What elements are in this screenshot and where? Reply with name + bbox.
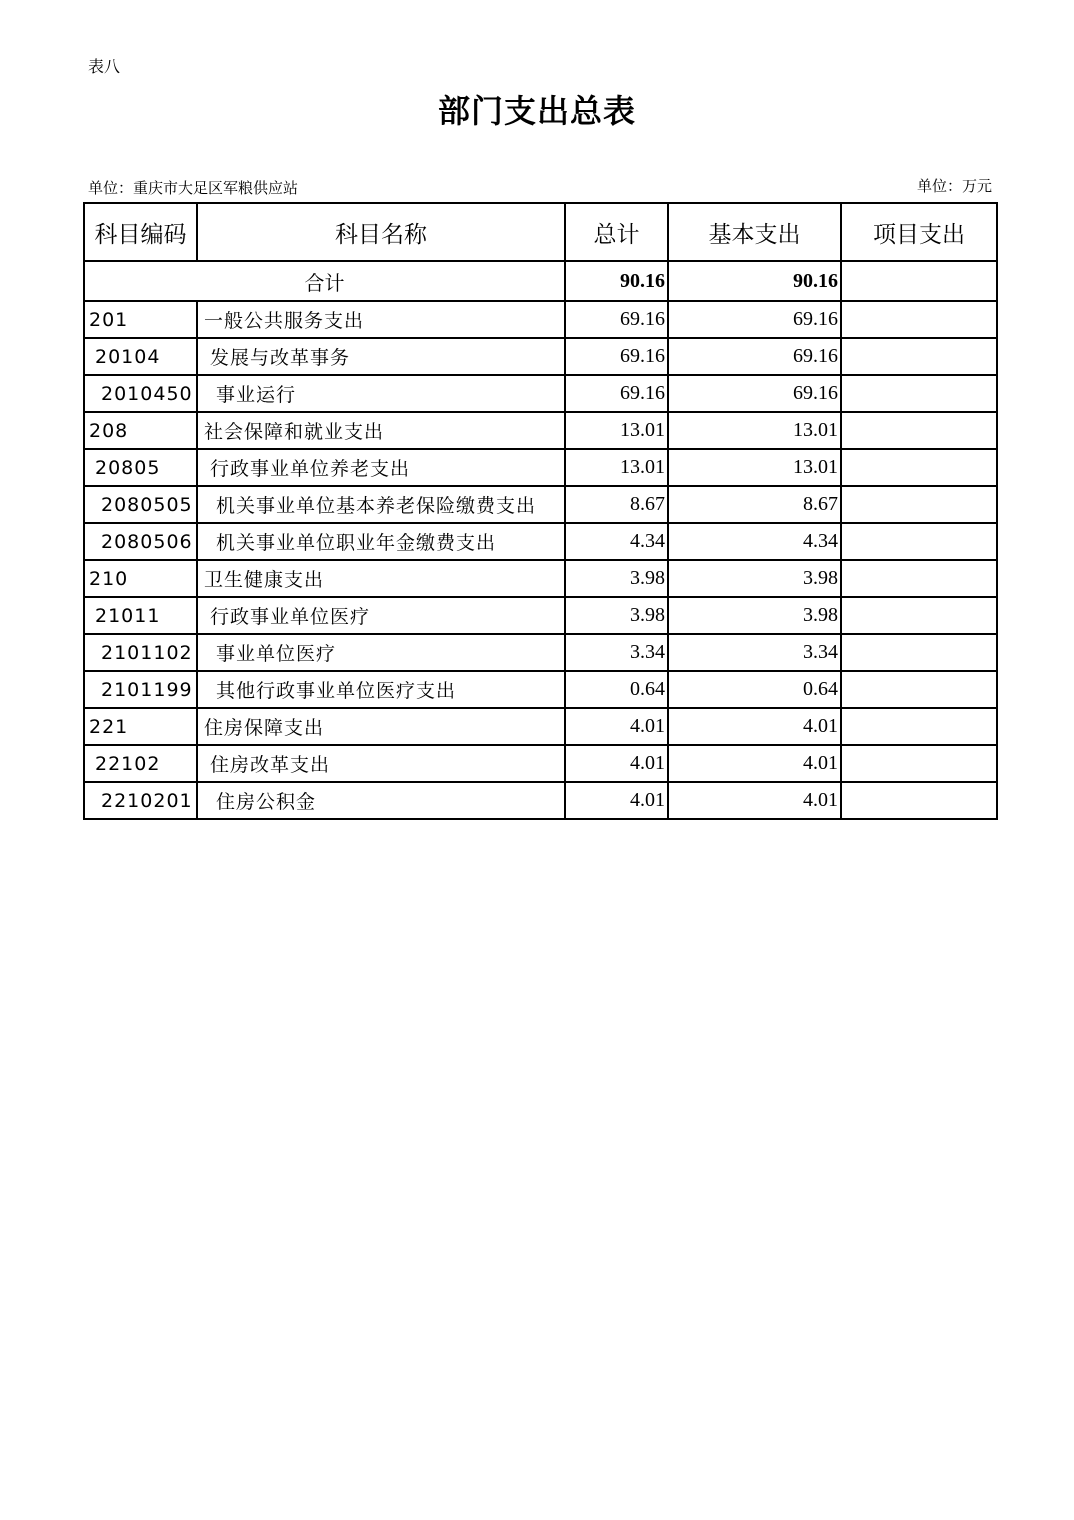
row-basic: 3.34: [668, 634, 841, 671]
row-total: 69.16: [565, 338, 668, 375]
row-total: 69.16: [565, 375, 668, 412]
row-code: 2210201: [84, 782, 197, 819]
row-project: [841, 597, 997, 634]
row-total: 3.98: [565, 560, 668, 597]
row-basic: 0.64: [668, 671, 841, 708]
row-name: 发展与改革事务: [197, 338, 565, 375]
organization-unit: 单位：重庆市大足区军粮供应站: [88, 179, 299, 197]
row-basic: 3.98: [668, 560, 841, 597]
table-row: [84, 634, 997, 671]
row-total: 0.64: [565, 671, 668, 708]
row-basic: 69.16: [668, 301, 841, 338]
total-basic: 90.16: [668, 261, 841, 301]
row-name: 行政事业单位医疗: [197, 597, 565, 634]
header-row: [84, 203, 997, 261]
table-row: [84, 671, 997, 708]
table-number-label: 表八: [88, 57, 121, 76]
row-basic: 8.67: [668, 486, 841, 523]
row-name: 社会保障和就业支出: [197, 412, 565, 449]
row-name: 机关事业单位职业年金缴费支出: [197, 523, 565, 560]
table-row: [84, 412, 997, 449]
header-name: 科目名称: [197, 203, 565, 261]
row-total: 4.34: [565, 523, 668, 560]
row-basic: 69.16: [668, 338, 841, 375]
table-row: [84, 597, 997, 634]
row-project: [841, 560, 997, 597]
row-basic: 4.34: [668, 523, 841, 560]
row-project: [841, 412, 997, 449]
row-code: 210: [84, 560, 197, 597]
row-total: 13.01: [565, 412, 668, 449]
expenditure-table: [83, 202, 998, 820]
row-name: 住房保障支出: [197, 708, 565, 745]
table-row: [84, 745, 997, 782]
row-project: [841, 449, 997, 486]
row-code: 2101199: [84, 671, 197, 708]
row-project: [841, 301, 997, 338]
row-total: 69.16: [565, 301, 668, 338]
row-code: 2101102: [84, 634, 197, 671]
row-code: 208: [84, 412, 197, 449]
row-code: 221: [84, 708, 197, 745]
row-code: 20805: [84, 449, 197, 486]
row-total: 4.01: [565, 782, 668, 819]
row-name: 住房改革支出: [197, 745, 565, 782]
row-name: 卫生健康支出: [197, 560, 565, 597]
row-code: 201: [84, 301, 197, 338]
row-total: 4.01: [565, 708, 668, 745]
row-basic: 69.16: [668, 375, 841, 412]
header-total: 总计: [565, 203, 668, 261]
table-row: [84, 338, 997, 375]
table-row: [84, 560, 997, 597]
table-row: [84, 301, 997, 338]
row-project: [841, 745, 997, 782]
page-title: 部门支出总表: [437, 92, 636, 130]
row-code: 2080505: [84, 486, 197, 523]
row-total: 3.98: [565, 597, 668, 634]
table-row: [84, 449, 997, 486]
row-total: 4.01: [565, 745, 668, 782]
header-code: 科目编码: [84, 203, 197, 261]
total-row: [84, 261, 997, 301]
row-project: [841, 375, 997, 412]
table-row: [84, 375, 997, 412]
row-name: 住房公积金: [197, 782, 565, 819]
currency-unit: 单位：万元: [916, 177, 992, 195]
row-code: 2080506: [84, 523, 197, 560]
row-basic: 13.01: [668, 449, 841, 486]
row-total: 13.01: [565, 449, 668, 486]
row-basic: 3.98: [668, 597, 841, 634]
row-code: 20104: [84, 338, 197, 375]
header-project: 项目支出: [841, 203, 997, 261]
row-code: 21011: [84, 597, 197, 634]
row-name: 事业运行: [197, 375, 565, 412]
row-name: 一般公共服务支出: [197, 301, 565, 338]
row-name: 行政事业单位养老支出: [197, 449, 565, 486]
row-total: 3.34: [565, 634, 668, 671]
total-label: 合计: [84, 261, 565, 301]
row-name: 其他行政事业单位医疗支出: [197, 671, 565, 708]
table-row: [84, 523, 997, 560]
table-row: [84, 486, 997, 523]
row-code: 22102: [84, 745, 197, 782]
table-row: [84, 708, 997, 745]
row-basic: 4.01: [668, 708, 841, 745]
row-project: [841, 486, 997, 523]
row-name: 机关事业单位基本养老保险缴费支出: [197, 486, 565, 523]
row-project: [841, 708, 997, 745]
row-total: 8.67: [565, 486, 668, 523]
header-basic: 基本支出: [668, 203, 841, 261]
row-basic: 13.01: [668, 412, 841, 449]
table-row: [84, 782, 997, 819]
row-basic: 4.01: [668, 782, 841, 819]
total-project: [841, 261, 997, 301]
row-project: [841, 338, 997, 375]
row-basic: 4.01: [668, 745, 841, 782]
total-total: 90.16: [565, 261, 668, 301]
row-project: [841, 634, 997, 671]
row-name: 事业单位医疗: [197, 634, 565, 671]
row-code: 2010450: [84, 375, 197, 412]
row-project: [841, 523, 997, 560]
row-project: [841, 671, 997, 708]
row-project: [841, 782, 997, 819]
